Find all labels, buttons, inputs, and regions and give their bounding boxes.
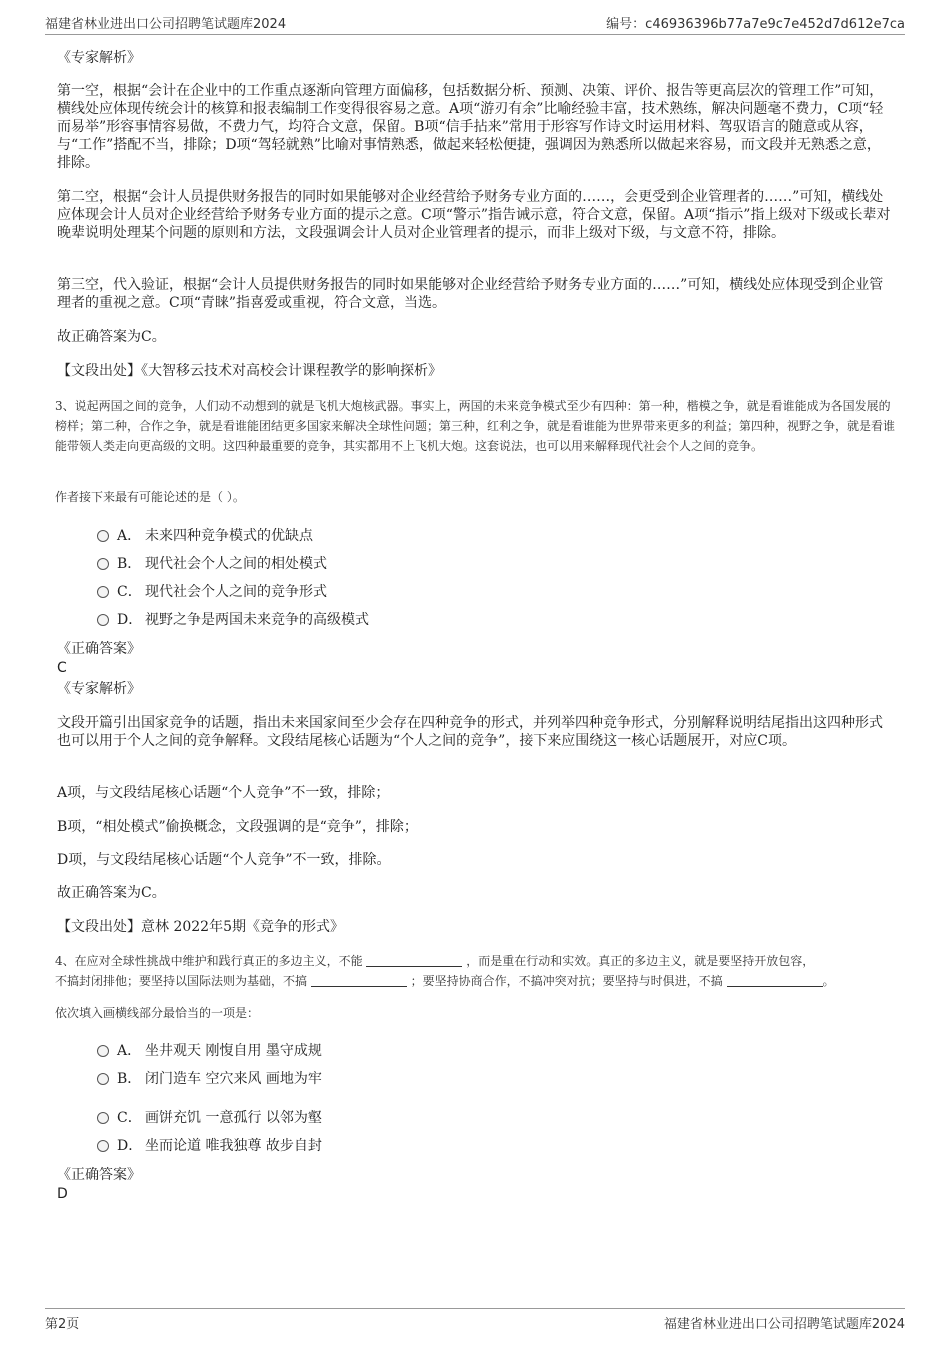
answer-value: C	[57, 660, 67, 676]
analysis-paragraph: 第二空，根据“会计人员提供财务报告的同时如果能够对企业经营给予财务专业方面的……，会更受到企业管理者的……”可知，横线处应体现会计人员对企业经营给予财务专业方面的提示之意。C项“警示”指告诫示意，符合文意，保留。A项“指示”指上级对下级或长辈对晚辈说明处理某个问题的原则和方法，文段强调会计人员对企业管理者的提示，而非上级对下级，与文意不符，排除。	[57, 189, 891, 241]
radio-icon[interactable]	[97, 586, 109, 598]
radio-icon[interactable]	[97, 530, 109, 542]
option-c[interactable]: C． 现代社会个人之间的竞争形式	[97, 583, 327, 601]
analysis-paragraph: D项，与文段结尾核心话题“个人竞争”不一致，排除。	[57, 852, 391, 868]
page-footer	[45, 1313, 905, 1332]
answer-value: D	[57, 1186, 68, 1202]
page-number: 第2页	[45, 1317, 80, 1332]
page-header	[45, 13, 905, 32]
option-d[interactable]: D． 坐而论道 唯我独尊 故步自封	[97, 1137, 322, 1155]
radio-icon[interactable]	[97, 1140, 109, 1152]
analysis-paragraph: 第三空，代入验证，根据“会计人员提供财务报告的同时如果能够对企业经营给予财务专业方面的……”可知，横线处应体现受到企业管理者的重视之意。C项“青睐”指喜爱或重视，符合文意，当选。	[57, 277, 884, 311]
option-b[interactable]: B． 现代社会个人之间的相处模式	[97, 555, 327, 573]
fill-blank	[727, 974, 823, 987]
answer-label: 《正确答案》	[57, 1167, 141, 1183]
question-prompt: 作者接下来最有可能论述的是（ ）。	[55, 490, 245, 504]
question-stem: 3、说起两国之间的竞争，人们动不动想到的就是飞机大炮核武器。事实上，两国的未来竞争模式至少有四种：第一种，楷模之争，就是看谁能成为各国发展的榜样；第二种，合作之争，就是看谁能团结更多国家来解决全球性问题；第三种，红利之争，就是看谁能为世界带来更多的利益；第四种，视野之争，就是看谁能带领人类走向更高级的文明。这四种最重要的竞争，其实都用不上飞机大炮。这套说法，也可以用来解释现代社会个人之间的竞争。	[55, 399, 896, 453]
conclusion: 故正确答案为C。	[57, 329, 166, 345]
conclusion: 故正确答案为C。	[57, 885, 166, 901]
radio-icon[interactable]	[97, 558, 109, 570]
option-b[interactable]: B． 闭门造车 空穴来风 画地为牢	[97, 1070, 322, 1088]
analysis-paragraph: B项，“相处模式”偷换概念，文段强调的是“竞争”，排除；	[57, 819, 418, 835]
radio-icon[interactable]	[97, 614, 109, 626]
analysis-label: 《专家解析》	[57, 50, 141, 66]
question-prompt: 依次填入画横线部分最恰当的一项是：	[55, 1006, 260, 1020]
radio-icon[interactable]	[97, 1073, 109, 1085]
option-d[interactable]: D． 视野之争是两国未来竞争的高级模式	[97, 611, 369, 629]
option-a[interactable]: A． 坐井观天 刚愎自用 墨守成规	[97, 1042, 322, 1060]
analysis-paragraph: A项，与文段结尾核心话题“个人竞争”不一致，排除；	[57, 785, 390, 801]
header-title: 福建省林业进出口公司招聘笔试题库2024	[45, 17, 287, 32]
option-a[interactable]: A． 未来四种竞争模式的优缺点	[97, 527, 313, 545]
option-c[interactable]: C． 画饼充饥 一意孤行 以邻为壑	[97, 1109, 322, 1127]
header-serial: 编号：c46936396b77a7e9c7e452d7d612e7ca	[606, 17, 905, 32]
radio-icon[interactable]	[97, 1045, 109, 1057]
fill-blank	[311, 974, 407, 987]
fill-blank	[366, 954, 462, 967]
header-divider	[45, 34, 905, 35]
analysis-paragraph: 文段开篇引出国家竞争的话题，指出未来国家间至少会存在四种竞争的形式，并列举四种竞争形式，分别解释说明结尾指出这四种形式也可以用于个人之间的竞争解释。文段结尾核心话题为“个人之间的竞争”，接下来应围绕这一核心话题展开，对应C项。	[57, 715, 883, 749]
footer-divider	[45, 1308, 905, 1309]
analysis-paragraph: 第一空，根据“会计在企业中的工作重点逐渐向管理方面偏移，包括数据分析、预测、决策、评价、报告等更高层次的管理工作”可知，横线处应体现传统会计的核算和报表编制工作变得很容易之意。A项“游刃有余”比喻经验丰富，技术熟练，解决问题毫不费力，C项“轻而易举”形容事情容易做，不费力气，均符合文意，保留。B项“信手拈来”常用于形容写作诗文时运用材料、驾驭语言的随意或从容，与“工作”搭配不当，排除；D项“驾轻就熟”比喻对事情熟悉，做起来轻松便捷，强调因为熟悉所以做起来容易，而文段并无熟悉之意，排除。	[57, 83, 884, 171]
source-citation: 【文段出处】意林 2022年5期《竞争的形式》	[57, 919, 344, 935]
source-citation: 【文段出处】《大智移云技术对高校会计课程教学的影响探析》	[57, 363, 442, 379]
answer-label: 《正确答案》	[57, 641, 141, 657]
analysis-label: 《专家解析》	[57, 681, 141, 697]
footer-title: 福建省林业进出口公司招聘笔试题库2024	[663, 1317, 905, 1332]
question-stem: 4、在应对全球性挑战中维护和践行真正的多边主义，不能 ，而是重在行动和实效。真正的多边主义，就是要坚持开放包容， 不搞封闭排他；要坚持以国际法则为基础，不搞 ；要坚持协商合作，不搞冲突对抗；要坚持与时俱进，不搞 。	[55, 954, 835, 988]
radio-icon[interactable]	[97, 1112, 109, 1124]
